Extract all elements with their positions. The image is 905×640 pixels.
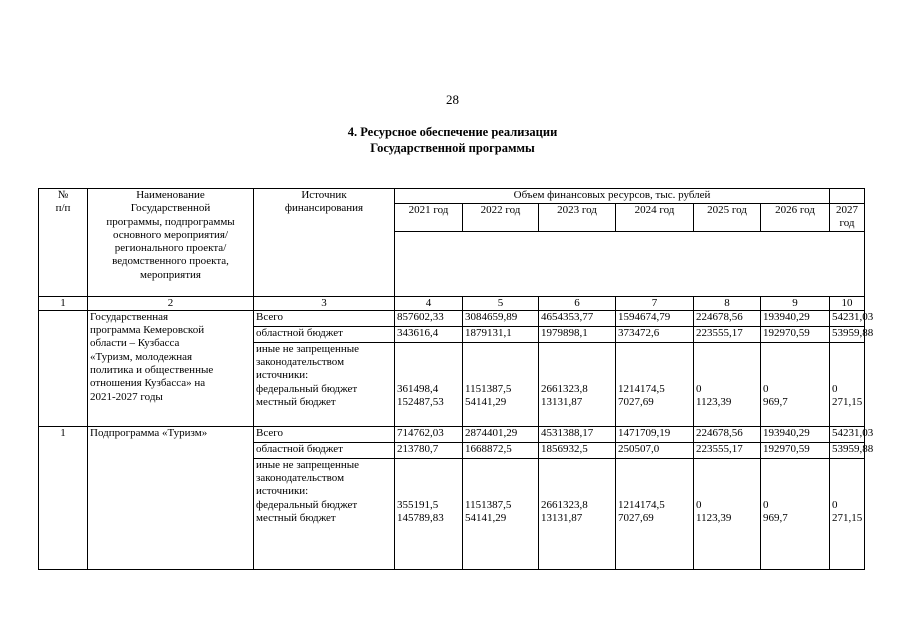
value-federal-local: 2661323,8 13131,87 <box>539 342 616 426</box>
row-name: Подпрограмма «Туризм» <box>88 426 254 569</box>
table-row <box>39 426 865 442</box>
index-cell: 5 <box>463 296 539 310</box>
row-number: 1 <box>39 426 88 569</box>
value-federal-local: 0 1123,39 <box>694 342 761 426</box>
source-regional: областной бюджет <box>254 326 395 342</box>
value-total: 54231,03 <box>830 426 865 442</box>
source-regional: областной бюджет <box>254 442 395 458</box>
header-funding-group-extension <box>830 189 865 204</box>
value-federal-local: 2661323,8 13131,87 <box>539 458 616 569</box>
title-line-2: Государственной программы <box>370 141 535 155</box>
value-total: 4654353,77 <box>539 310 616 326</box>
value-regional: 373472,6 <box>616 326 694 342</box>
source-total: Всего <box>254 426 395 442</box>
value-federal-local: 1214174,5 7027,69 <box>616 458 694 569</box>
header-blank-cell <box>395 231 865 296</box>
value-regional: 192970,59 <box>761 326 830 342</box>
value-regional: 1668872,5 <box>463 442 539 458</box>
source-other: иные не запрещенные законодательством источники: федеральный бюджет местный бюджет <box>254 342 395 426</box>
value-federal-local: 0 1123,39 <box>694 458 761 569</box>
value-regional: 1879131,1 <box>463 326 539 342</box>
value-regional: 223555,17 <box>694 326 761 342</box>
value-regional: 53959,88 <box>830 326 865 342</box>
value-total: 224678,56 <box>694 310 761 326</box>
value-regional: 250507,0 <box>616 442 694 458</box>
value-total: 224678,56 <box>694 426 761 442</box>
value-federal-local: 0 969,7 <box>761 458 830 569</box>
source-other: иные не запрещенные законодательством источники: федеральный бюджет местный бюджет <box>254 458 395 569</box>
value-total: 1594674,79 <box>616 310 694 326</box>
document-title <box>0 124 905 156</box>
year-2022: 2022 год <box>463 204 539 232</box>
source-total: Всего <box>254 310 395 326</box>
value-regional: 213780,7 <box>395 442 463 458</box>
value-total: 714762,03 <box>395 426 463 442</box>
value-federal-local: 1151387,5 54141,29 <box>463 342 539 426</box>
value-federal-local: 0 969,7 <box>761 342 830 426</box>
index-cell: 3 <box>254 296 395 310</box>
value-federal-local: 0 271,15 <box>830 458 865 569</box>
index-cell: 1 <box>39 296 88 310</box>
year-2025: 2025 год <box>694 204 761 232</box>
value-total: 857602,33 <box>395 310 463 326</box>
value-regional: 53959,88 <box>830 442 865 458</box>
value-regional: 192970,59 <box>761 442 830 458</box>
value-total: 4531388,17 <box>539 426 616 442</box>
value-federal-local: 0 271,15 <box>830 342 865 426</box>
value-total: 193940,29 <box>761 310 830 326</box>
header-col-source: Источник финансирования <box>254 189 395 297</box>
value-total: 54231,03 <box>830 310 865 326</box>
year-2023: 2023 год <box>539 204 616 232</box>
header-col-name: Наименование Государственной программы, подпрограммы основного мероприятия/ регионального проекта/ ведомственного проекта, мероприятия <box>88 189 254 297</box>
resource-table <box>38 188 874 570</box>
value-federal-local: 1151387,5 54141,29 <box>463 458 539 569</box>
value-federal-local: 1214174,5 7027,69 <box>616 342 694 426</box>
header-row <box>39 189 865 204</box>
value-total: 3084659,89 <box>463 310 539 326</box>
row-number <box>39 310 88 426</box>
header-col-number: № п/п <box>39 189 88 297</box>
title-line-1: 4. Ресурсное обеспечение реализации <box>347 125 558 139</box>
value-federal-local: 361498,4 152487,53 <box>395 342 463 426</box>
column-index-row <box>39 296 865 310</box>
value-total: 2874401,29 <box>463 426 539 442</box>
value-regional: 1856932,5 <box>539 442 616 458</box>
value-regional: 343616,4 <box>395 326 463 342</box>
year-2021: 2021 год <box>395 204 463 232</box>
value-federal-local: 355191,5 145789,83 <box>395 458 463 569</box>
row-name: Государственная программа Кемеровской области – Кузбасса «Туризм, молодежная политика и общественные отношения Кузбасса» на 2021-2027 годы <box>88 310 254 426</box>
page-number: 28 <box>446 92 459 107</box>
year-2027: 2027 год <box>830 204 865 232</box>
header-funding-group: Объем финансовых ресурсов, тыс. рублей <box>395 189 830 204</box>
value-total: 193940,29 <box>761 426 830 442</box>
year-2024: 2024 год <box>616 204 694 232</box>
table-row <box>39 310 865 326</box>
index-cell: 4 <box>395 296 463 310</box>
value-regional: 223555,17 <box>694 442 761 458</box>
index-cell: 9 <box>761 296 830 310</box>
year-2026: 2026 год <box>761 204 830 232</box>
value-total: 1471709,19 <box>616 426 694 442</box>
index-cell: 8 <box>694 296 761 310</box>
index-cell: 2 <box>88 296 254 310</box>
value-regional: 1979898,1 <box>539 326 616 342</box>
index-cell: 7 <box>616 296 694 310</box>
index-cell: 10 <box>830 296 865 310</box>
index-cell: 6 <box>539 296 616 310</box>
